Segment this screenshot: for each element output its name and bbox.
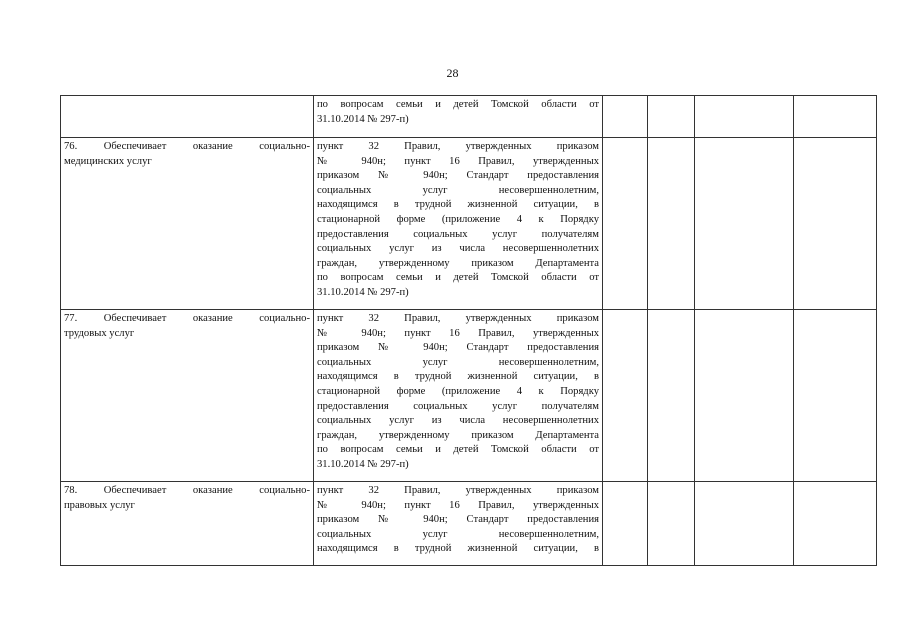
basis-line: № 940н; пункт 16 Правил, утвержденных [317, 499, 599, 511]
service-line: 77. Обеспечивает оказание социально- [64, 313, 310, 324]
service-line: правовых услуг [64, 499, 135, 511]
basis-line: социальных услуг несовершеннолетним, [317, 528, 599, 540]
remark-cell [794, 138, 877, 310]
basis-line: предоставления социальных услуг получателям [317, 400, 599, 412]
remark-cell [794, 310, 877, 482]
basis-line: № 940н; пункт 16 Правил, утвержденных [317, 327, 599, 339]
requirements-table [60, 95, 877, 566]
basis-line: предоставления социальных услуг получателям [317, 228, 599, 240]
check-cell [603, 482, 648, 566]
basis-line: пункт 32 Правил, утвержденных приказом [317, 141, 599, 152]
basis-line: приказом № 940н; Стандарт предоставления [317, 342, 599, 354]
page-number: 28 [446, 66, 459, 80]
service-line: 78. Обеспечивает оказание социально- [64, 485, 310, 496]
check-cell [648, 482, 695, 566]
service-line: медицинских услуг [64, 155, 152, 167]
legal-basis-cell [314, 310, 603, 482]
check-cell [603, 96, 648, 138]
basis-line: граждан, утвержденному приказом Департамента [317, 429, 599, 441]
legal-basis-cell [314, 96, 603, 138]
check-cell [695, 482, 794, 566]
basis-line: по вопросам семьи и детей Томской области от [317, 272, 599, 284]
remark-cell [794, 482, 877, 566]
service-cell [61, 482, 314, 566]
basis-line: пункт 32 Правил, утвержденных приказом [317, 313, 599, 324]
basis-line: стационарной форме (приложение 4 к Порядку [317, 213, 599, 225]
basis-line: социальных услуг несовершеннолетним, [317, 184, 599, 196]
check-cell [603, 138, 648, 310]
service-cell [61, 138, 314, 310]
basis-line: пункт 32 Правил, утвержденных приказом [317, 485, 599, 496]
check-cell [648, 138, 695, 310]
table-row [61, 310, 877, 482]
check-cell [695, 96, 794, 138]
basis-line: 31.10.2014 № 297-п) [317, 286, 409, 298]
service-cell [61, 310, 314, 482]
basis-line: стационарной форме (приложение 4 к Порядку [317, 385, 599, 397]
basis-line: находящимся в трудной жизненной ситуации, в [317, 371, 599, 383]
check-cell [648, 96, 695, 138]
requirements-table-body [61, 96, 877, 566]
check-cell [695, 138, 794, 310]
basis-line: социальных услуг несовершеннолетним, [317, 356, 599, 368]
basis-line: приказом № 940н; Стандарт предоставления [317, 170, 599, 182]
service-line: 76. Обеспечивает оказание социально- [64, 141, 310, 152]
service-cell [61, 96, 314, 138]
basis-line: приказом № 940н; Стандарт предоставления [317, 514, 599, 526]
basis-line: 31.10.2014 № 297-п) [317, 458, 409, 470]
remark-cell [794, 96, 877, 138]
basis-line: социальных услуг из числа несовершеннолетних [317, 415, 599, 427]
basis-line: находящимся в трудной жизненной ситуации, в [317, 199, 599, 211]
check-cell [648, 310, 695, 482]
legal-basis-cell [314, 482, 603, 566]
basis-line: по вопросам семьи и детей Томской области от [317, 444, 599, 456]
basis-line: граждан, утвержденному приказом Департамента [317, 257, 599, 269]
basis-line: социальных услуг из числа несовершеннолетних [317, 243, 599, 255]
service-line: трудовых услуг [64, 327, 135, 339]
table-row [61, 138, 877, 310]
table-row [61, 96, 877, 138]
basis-line: 31.10.2014 № 297-п) [317, 113, 409, 125]
check-cell [695, 310, 794, 482]
basis-line: по вопросам семьи и детей Томской области от [317, 99, 599, 110]
check-cell [603, 310, 648, 482]
basis-line: № 940н; пункт 16 Правил, утвержденных [317, 155, 599, 167]
basis-line: находящимся в трудной жизненной ситуации, в [317, 543, 599, 555]
table-row [61, 482, 877, 566]
legal-basis-cell [314, 138, 603, 310]
